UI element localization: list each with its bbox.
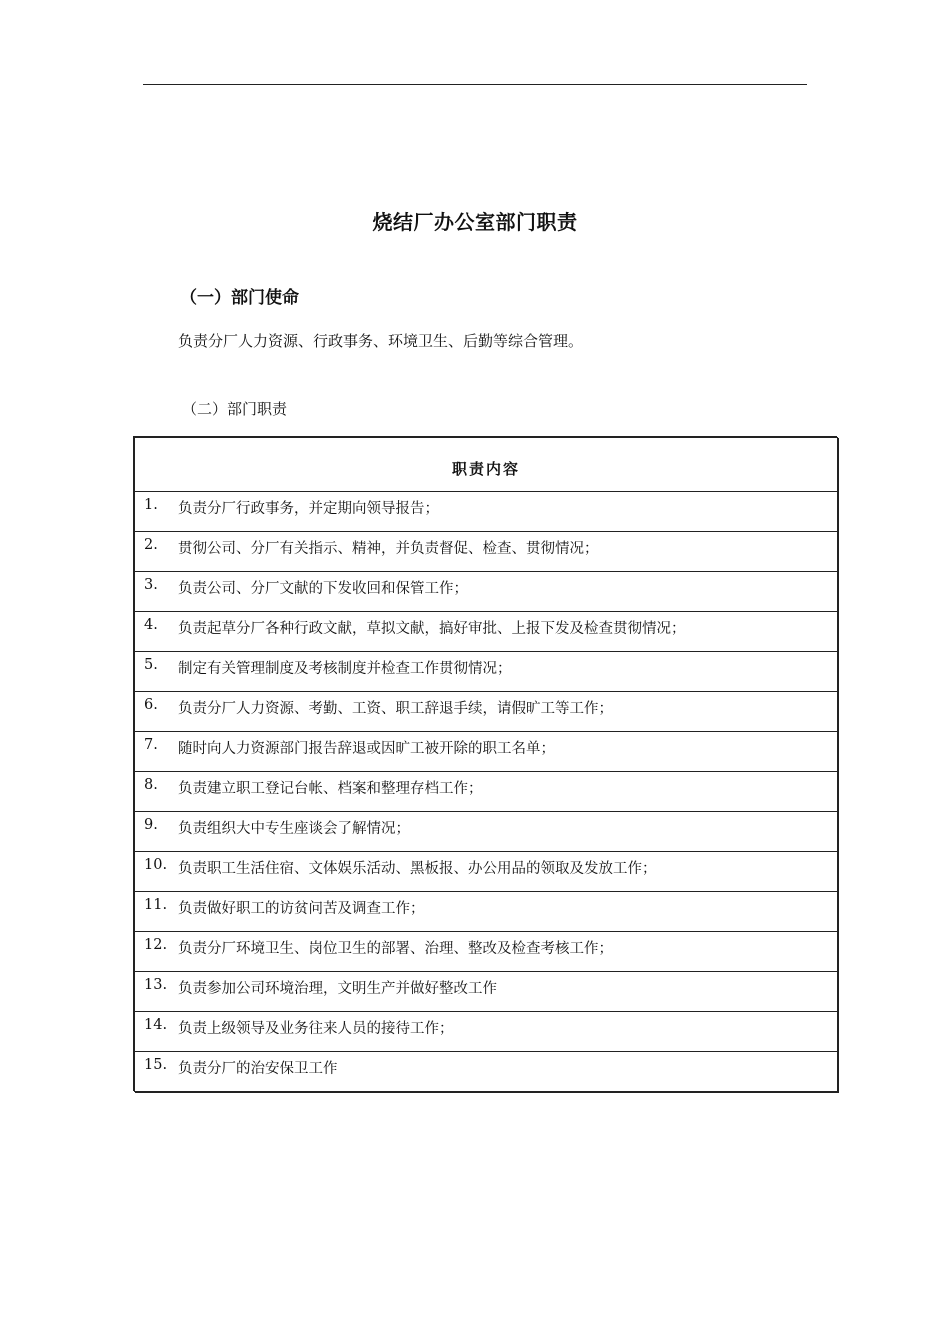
duty-number: 14. [144,1017,168,1033]
duty-number: 5. [144,657,158,673]
duty-cell [135,652,838,692]
duty-number: 2. [144,537,158,553]
duty-number: 4. [144,617,158,633]
duty-number: 8. [144,777,158,793]
duties-table [134,437,838,1092]
duty-text: 负责做好职工的访贫问苦及调查工作； [178,901,425,917]
duty-cell [135,772,838,812]
table-row [135,772,838,812]
duty-text: 贯彻公司、分厂有关指示、精神，并负责督促、检查、贯彻情况； [178,541,599,557]
duty-text: 制定有关管理制度及考核制度并检查工作贯彻情况； [178,661,512,677]
duty-number: 3. [144,577,158,593]
duty-cell [135,692,838,732]
duty-cell [135,1052,838,1092]
duty-cell [135,852,838,892]
duty-text: 负责组织大中专生座谈会了解情况； [178,821,410,837]
mission-statement: 负责分厂人力资源、行政事务、环境卫生、后勤等综合管理。 [178,332,584,350]
table-row [135,612,838,652]
table-row [135,572,838,612]
table-row [135,1012,838,1052]
duty-text: 负责分厂的治安保卫工作 [178,1061,338,1077]
section-mission-heading: （一）部门使命 [180,288,299,308]
duty-text: 负责分厂行政事务，并定期向领导报告； [178,501,439,517]
table-header-row [135,438,838,492]
duty-cell [135,892,838,932]
table-row [135,652,838,692]
table-row [135,532,838,572]
duty-cell [135,932,838,972]
duty-number: 12. [144,937,168,953]
duty-cell [135,532,838,572]
duty-cell [135,612,838,652]
duty-text: 负责分厂环境卫生、岗位卫生的部署、治理、整改及检查考核工作； [178,941,613,957]
duty-number: 11. [144,897,168,913]
duty-text: 负责建立职工登记台帐、档案和整理存档工作； [178,781,483,797]
table-row [135,812,838,852]
duty-number: 13. [144,977,168,993]
header-rule [143,84,807,85]
table-row [135,972,838,1012]
duty-text: 负责起草分厂各种行政文献，草拟文献，搞好审批、上报下发及检查贯彻情况； [178,621,686,637]
table-row [135,732,838,772]
duty-number: 7. [144,737,158,753]
duty-number: 6. [144,697,158,713]
duty-number: 1. [144,497,158,513]
duty-text: 负责上级领导及业务往来人员的接待工作； [178,1021,454,1037]
table-row [135,492,838,532]
table-row [135,692,838,732]
duty-cell [135,812,838,852]
duty-number: 9. [144,817,158,833]
duty-text: 负责公司、分厂文献的下发收回和保管工作； [178,581,468,597]
table-body [135,492,838,1092]
table-row [135,852,838,892]
duty-cell [135,572,838,612]
table-row [135,892,838,932]
duty-text: 负责分厂人力资源、考勤、工资、职工辞退手续，请假旷工等工作； [178,701,613,717]
duty-text: 负责职工生活住宿、文体娱乐活动、黑板报、办公用品的领取及发放工作； [178,861,657,877]
duty-number: 15. [144,1057,168,1073]
duty-cell [135,732,838,772]
section-duties-heading: （二）部门职责 [182,400,288,418]
table-row [135,932,838,972]
duty-text: 随时向人力资源部门报告辞退或因旷工被开除的职工名单； [178,741,555,757]
duty-cell [135,492,838,532]
duty-cell [135,1012,838,1052]
table-row [135,1052,838,1092]
duty-number: 10. [144,857,168,873]
duty-cell [135,972,838,1012]
document-title: 烧结厂办公室部门职责 [372,210,578,234]
table-header-cell: 职责内容 [135,438,838,492]
duty-text: 负责参加公司环境治理，文明生产并做好整改工作 [178,981,497,997]
